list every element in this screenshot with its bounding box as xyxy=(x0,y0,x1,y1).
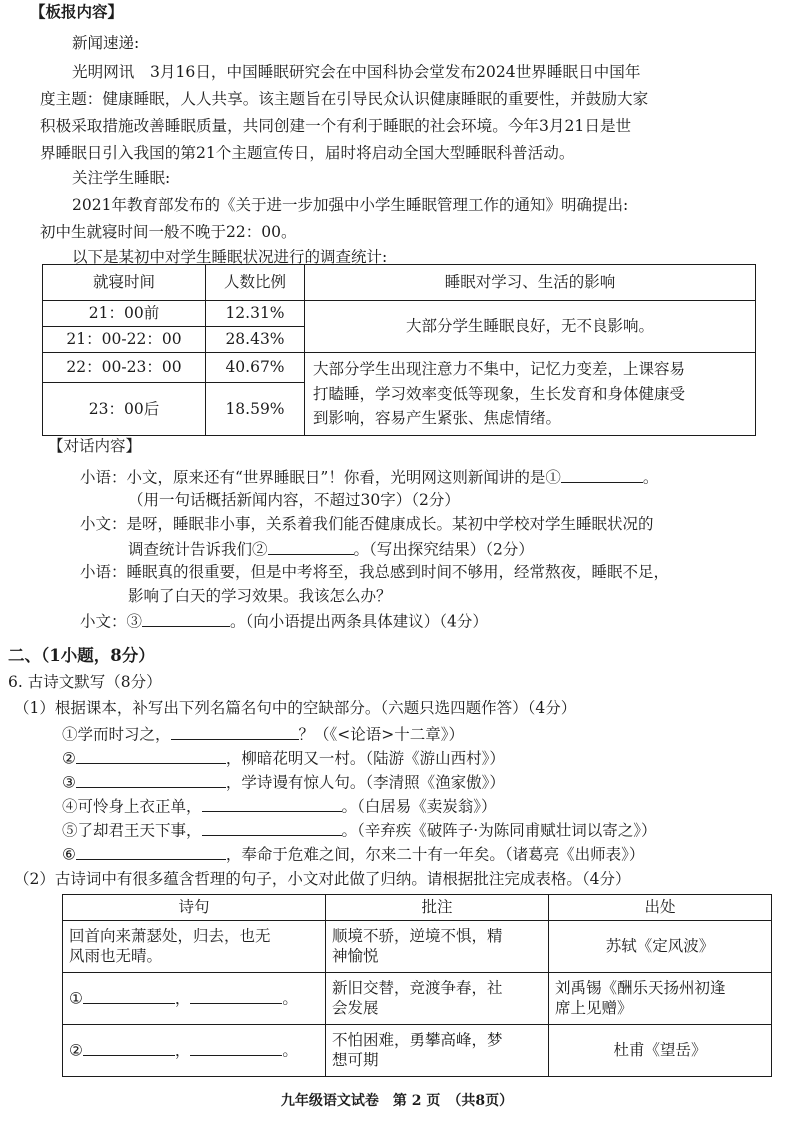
survey-cell-ratio: 28.43% xyxy=(206,326,305,352)
survey-cell-time: 22：00-23：00 xyxy=(43,352,206,382)
recite-text: ⑥ xyxy=(62,845,76,864)
poem-verse-text: 。 xyxy=(282,989,298,1008)
recite-item xyxy=(62,747,505,769)
dialogue-line: 小语：睡眠真的很重要，但是中考将至，我总感到时间不够用，经常熬夜，睡眠不足， xyxy=(80,563,670,581)
recite-item xyxy=(62,723,464,745)
poem-cell-source xyxy=(549,972,772,1024)
news-line: 积极采取措施改善睡眠质量，共同创建一个有利于睡眠的社会环境。今年3月21日是世 xyxy=(40,117,632,135)
question-6-title: 6. 古诗文默写（8分） xyxy=(8,673,162,691)
recite-text: 。（辛弃疾《破阵子·为陈同甫赋壮词以寄之》） xyxy=(341,821,657,840)
recite-item xyxy=(62,771,505,793)
attention-line: 初中生就寝时间一般不晚于22：00。 xyxy=(40,223,297,241)
poem-source-line: 杜甫《望岳》 xyxy=(613,1040,707,1059)
dialogue-text: 调查统计告诉我们② xyxy=(128,540,268,559)
survey-cell-time: 21：00前 xyxy=(43,301,206,327)
poem-table xyxy=(62,894,772,1077)
dialogue-title: 【对话内容】 xyxy=(48,437,142,455)
poem-header-note: 批注 xyxy=(326,895,549,921)
attention-heading: 关注学生睡眠: xyxy=(72,169,171,187)
survey-table xyxy=(42,264,756,436)
poem-cell-verse xyxy=(63,972,326,1024)
survey-header-ratio: 人数比例 xyxy=(206,265,305,301)
answer-blank-1[interactable] xyxy=(561,466,643,483)
survey-effect-bad xyxy=(305,352,756,435)
recite-blank[interactable] xyxy=(76,843,226,860)
poem-cell-source xyxy=(549,1024,772,1076)
recite-blank[interactable] xyxy=(76,747,226,764)
survey-header-time: 就寝时间 xyxy=(43,265,206,301)
board-section-title: 【板报内容】 xyxy=(30,2,124,21)
news-heading: 新闻速递: xyxy=(72,34,140,52)
poem-note-line: 神愉悦 xyxy=(332,947,379,966)
recite-item xyxy=(62,795,497,817)
poem-cell-note xyxy=(326,1024,549,1076)
poem-verse-line: 风雨也无晴。 xyxy=(69,947,163,966)
dialogue-line: 小文：是呀，睡眠非小事，关系着我们能否健康成长。某初中学校对学生睡眠状况的 xyxy=(80,515,654,533)
poem-cell-source xyxy=(549,920,772,972)
poem-note-line: 新旧交替，竞渡争春，社 xyxy=(332,978,503,997)
poem-source-line: 苏轼《定风波》 xyxy=(605,936,715,955)
survey-effect-bad-line: 大部分学生出现注意力不集中，记忆力变差，上课容易 xyxy=(313,359,686,378)
poem-cell-note xyxy=(326,972,549,1024)
survey-effect-bad-line: 到影响，容易产生紧张、焦虑情绪。 xyxy=(313,409,562,428)
news-line: 度主题：健康睡眠，人人共享。该主题旨在引导民众认识健康睡眠的重要性，并鼓励大家 xyxy=(40,90,649,108)
poem-cell-verse xyxy=(63,1024,326,1076)
poem-header-source: 出处 xyxy=(549,895,772,921)
poem-blank[interactable] xyxy=(190,987,282,1004)
recite-text: ⑤了却君王天下事， xyxy=(62,821,202,840)
poem-header-verse: 诗句 xyxy=(63,895,326,921)
poem-verse-text: ① xyxy=(69,989,83,1008)
recite-text: ④可怜身上衣正单， xyxy=(62,797,202,816)
recite-blank[interactable] xyxy=(202,795,342,812)
attention-line: 2021年教育部发布的《关于进一步加强中小学生睡眠管理工作的通知》明确提出: xyxy=(72,196,629,214)
poem-verse-text: ② xyxy=(69,1041,83,1060)
recite-blank[interactable] xyxy=(171,723,299,740)
dialogue-text: 。（向小语提出两条具体建议）（4分） xyxy=(230,612,488,631)
dialogue-line xyxy=(128,538,534,560)
dialogue-line xyxy=(80,466,658,488)
recite-text: ，奉命于危难之间，尔来二十有一年矣。（诸葛亮《出师表》） xyxy=(225,845,645,864)
survey-cell-time: 23：00后 xyxy=(43,382,206,435)
recite-text: ，柳暗花明又一村。（陆游《游山西村》） xyxy=(225,749,505,768)
poem-cell-verse xyxy=(63,920,326,972)
recite-item xyxy=(62,843,644,865)
recite-text: ，学诗谩有惊人句。（李清照《渔家傲》） xyxy=(225,773,505,792)
question-6-sub1: （1）根据课本，补写出下列名篇名句中的空缺部分。（六题只选四题作答）（4分） xyxy=(14,699,577,717)
poem-note-line: 不怕困难，勇攀高峰，梦 xyxy=(332,1030,503,1049)
survey-effect-good: 大部分学生睡眠良好，无不良影响。 xyxy=(305,301,756,353)
recite-blank[interactable] xyxy=(202,819,342,836)
dialogue-line: （用一句话概括新闻内容，不超过30字）（2分） xyxy=(128,491,460,509)
poem-verse-line: 回首向来萧瑟处，归去，也无 xyxy=(69,926,271,945)
poem-blank[interactable] xyxy=(83,1039,175,1056)
recite-item xyxy=(62,819,656,841)
poem-source-line: 席上见赠》 xyxy=(555,999,633,1018)
survey-effect-bad-line: 打瞌睡，学习效率变低等现象，生长发育和身体健康受 xyxy=(313,384,686,403)
poem-note-line: 顺境不骄，逆境不惧，精 xyxy=(332,926,503,945)
survey-cell-time: 21：00-22：00 xyxy=(43,326,206,352)
poem-verse-text: ， xyxy=(174,1041,191,1060)
recite-text: ② xyxy=(62,749,76,768)
recite-text: ①学而时习之， xyxy=(62,725,171,744)
dialogue-line: 影响了白天的学习效果。我该怎么办？ xyxy=(128,587,392,605)
dialogue-line xyxy=(80,610,488,632)
survey-cell-ratio: 12.31% xyxy=(206,301,305,327)
recite-text: 。（白居易《卖炭翁》） xyxy=(341,797,497,816)
survey-cell-ratio: 40.67% xyxy=(206,352,305,382)
poem-source-line: 刘禹锡《酬乐天扬州初逢 xyxy=(555,978,726,997)
poem-note-line: 想可期 xyxy=(332,1051,379,1070)
answer-blank-2[interactable] xyxy=(268,538,354,555)
poem-note-line: 会发展 xyxy=(332,999,379,1018)
news-line: 界睡眠日引入我国的第21个主题宣传日，届时将启动全国大型睡眠科普活动。 xyxy=(40,144,575,162)
poem-verse-text: ， xyxy=(174,989,191,1008)
poem-verse-text: 。 xyxy=(282,1041,298,1060)
poem-cell-note xyxy=(326,920,549,972)
poem-blank[interactable] xyxy=(190,1039,282,1056)
poem-blank[interactable] xyxy=(83,987,175,1004)
dialogue-text: 小文：③ xyxy=(80,612,143,631)
recite-blank[interactable] xyxy=(76,771,226,788)
answer-blank-3[interactable] xyxy=(142,610,230,627)
dialogue-text: 。（写出探究结果）（2分） xyxy=(353,540,534,559)
recite-text: ？（《<论语>十二章》） xyxy=(298,725,464,744)
question-6-sub2: （2）古诗词中有很多蕴含哲理的句子，小文对此做了归纳。请根据批注完成表格。（4分） xyxy=(14,870,631,888)
news-line: 光明网讯 3月16日，中国睡眠研究会在中国科协会堂发布2024世界睡眠日中国年 xyxy=(72,63,641,81)
survey-cell-ratio: 18.59% xyxy=(206,382,305,435)
recite-text: ③ xyxy=(62,773,76,792)
part2-title: 二、（1小题，8分） xyxy=(8,646,155,665)
dialogue-text: 。 xyxy=(642,468,659,487)
page-footer: 九年级语文试卷 第 2 页 （共8页） xyxy=(280,1093,514,1109)
attention-line: 以下是某初中对学生睡眠状况进行的调查统计: xyxy=(72,248,388,266)
dialogue-text: 小语：小文，原来还有“世界睡眠日”！你看，光明网这则新闻讲的是① xyxy=(80,468,561,487)
survey-header-effect: 睡眠对学习、生活的影响 xyxy=(305,265,756,301)
